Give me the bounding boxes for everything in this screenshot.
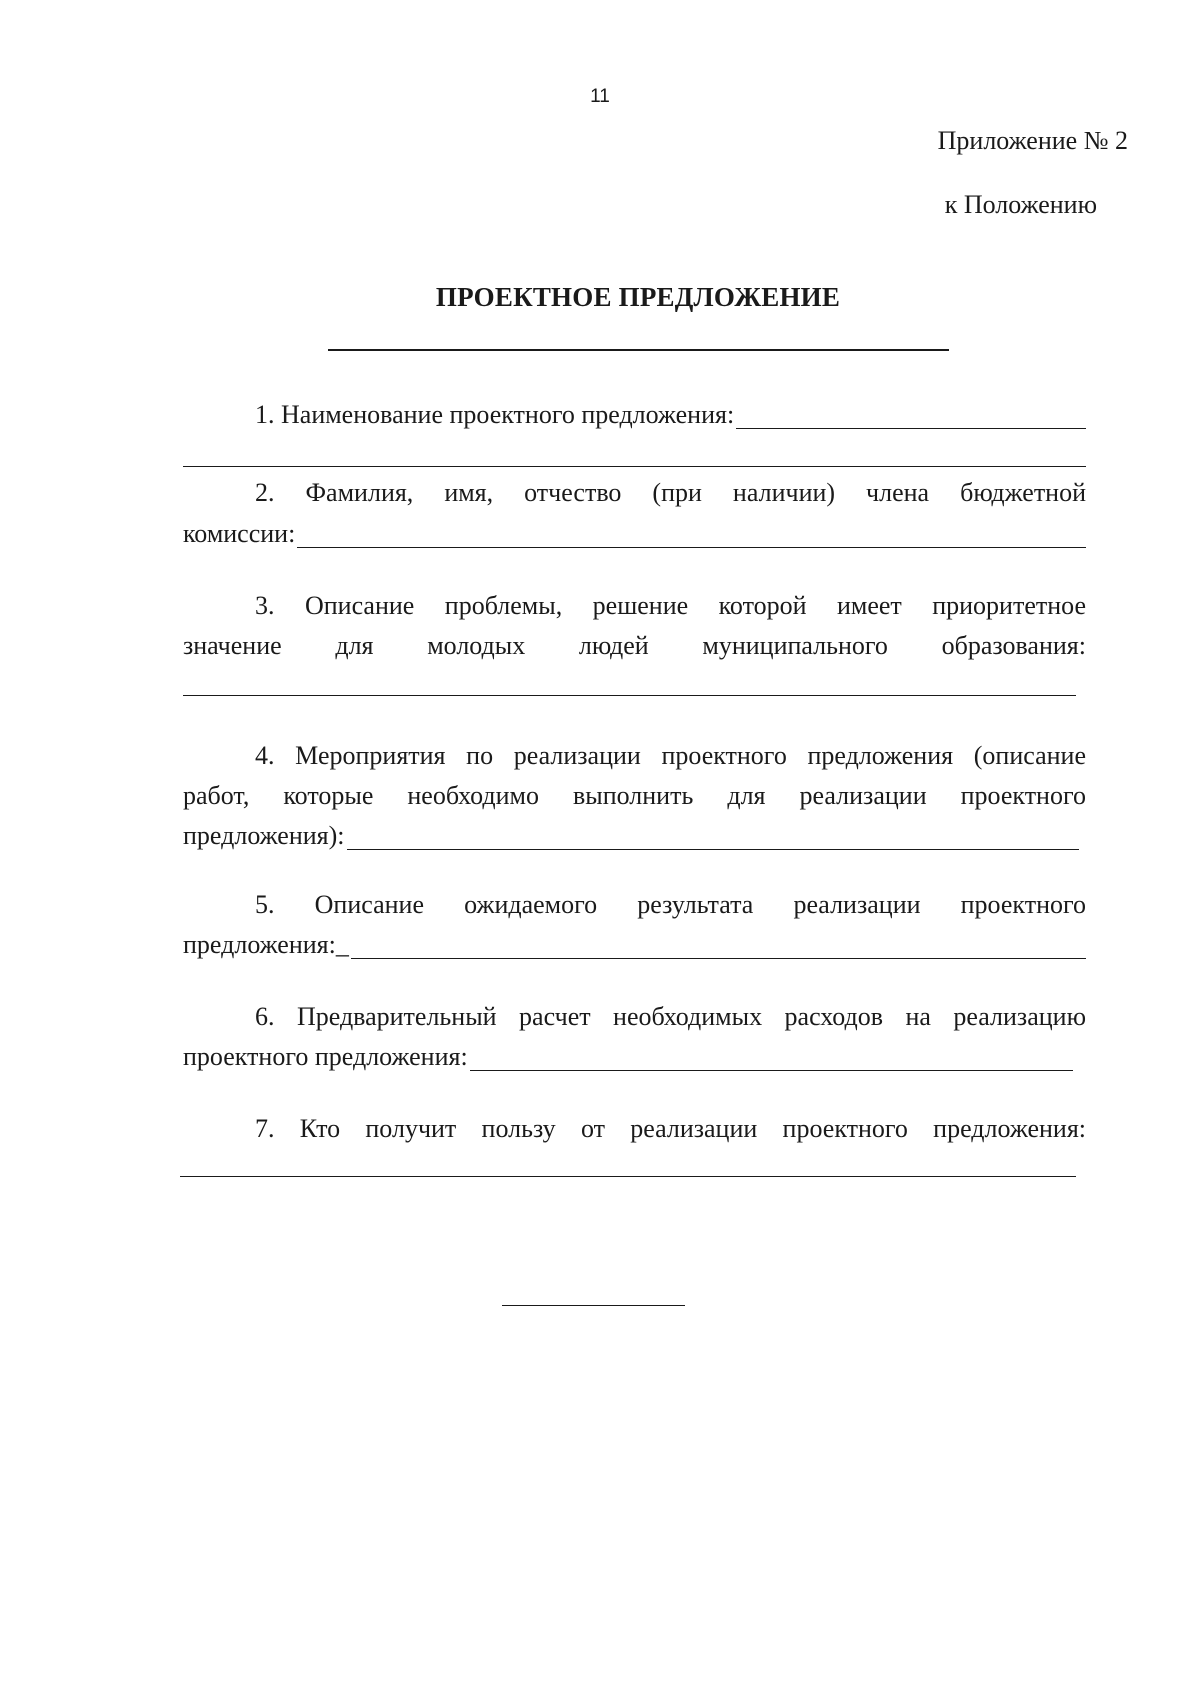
- item-2-label-line-2: комиссии:: [183, 519, 296, 548]
- appendix-reference: к Положению: [944, 190, 1097, 219]
- item-3-label-line-2: значение для молодых людей муниципального образования:: [183, 631, 1086, 660]
- appendix-label: Приложение № 2: [937, 126, 1128, 155]
- form-item-4: [183, 735, 1086, 776]
- item-6-label-line-1: 6. Предварительный расчет необходимых расходов на реализацию: [255, 1002, 1086, 1031]
- item-4-answer-field[interactable]: [347, 819, 1080, 850]
- item-1-answer-field[interactable]: [736, 398, 1086, 429]
- item-3-answer-field[interactable]: [183, 695, 1076, 696]
- form-item-5-cont: [183, 924, 1086, 965]
- item-6-label-line-2: проектного предложения:: [183, 1042, 468, 1071]
- form-item-5: [183, 884, 1086, 925]
- item-1-answer-line-2[interactable]: [183, 466, 1086, 467]
- item-5-label-line-2: предложения:_: [183, 930, 349, 959]
- form-item-4-cont: [183, 775, 1086, 816]
- form-item-2: [183, 472, 1086, 513]
- form-item-7: [183, 1108, 1086, 1149]
- item-1-label: 1. Наименование проектного предложения:: [255, 400, 735, 429]
- document-title: ПРОЕКТНОЕ ПРЕДЛОЖЕНИЕ: [435, 282, 841, 312]
- item-4-label-line-3: предложения):: [183, 821, 345, 850]
- title-underline: [328, 349, 949, 351]
- item-7-answer-field[interactable]: [180, 1176, 1076, 1177]
- item-5-answer-field[interactable]: [351, 928, 1086, 959]
- form-item-3: [183, 585, 1086, 626]
- form-item-6: [183, 996, 1086, 1037]
- form-item-4-cont2: [183, 815, 1079, 856]
- item-5-label-line-1: 5. Описание ожидаемого результата реализации проектного: [255, 890, 1087, 919]
- form-item-6-cont: [183, 1036, 1073, 1077]
- item-2-label-line-1: 2. Фамилия, имя, отчество (при наличии) члена бюджетной: [255, 478, 1087, 507]
- item-6-answer-field[interactable]: [470, 1040, 1073, 1071]
- item-4-label-line-1: 4. Мероприятия по реализации проектного предложения (описание: [255, 741, 1087, 770]
- item-3-label-line-1: 3. Описание проблемы, решение которой имеет приоритетное: [255, 591, 1087, 620]
- form-item-3-cont: [183, 625, 1086, 666]
- end-of-document-rule: [502, 1305, 685, 1306]
- form-item-2-cont: [183, 513, 1086, 554]
- page-number: 11: [590, 86, 610, 107]
- item-7-label: 7. Кто получит пользу от реализации проектного предложения:: [255, 1114, 1086, 1143]
- item-2-answer-field[interactable]: [297, 517, 1086, 548]
- form-item-1: [183, 394, 1086, 435]
- item-4-label-line-2: работ, которые необходимо выполнить для реализации проектного: [183, 781, 1086, 810]
